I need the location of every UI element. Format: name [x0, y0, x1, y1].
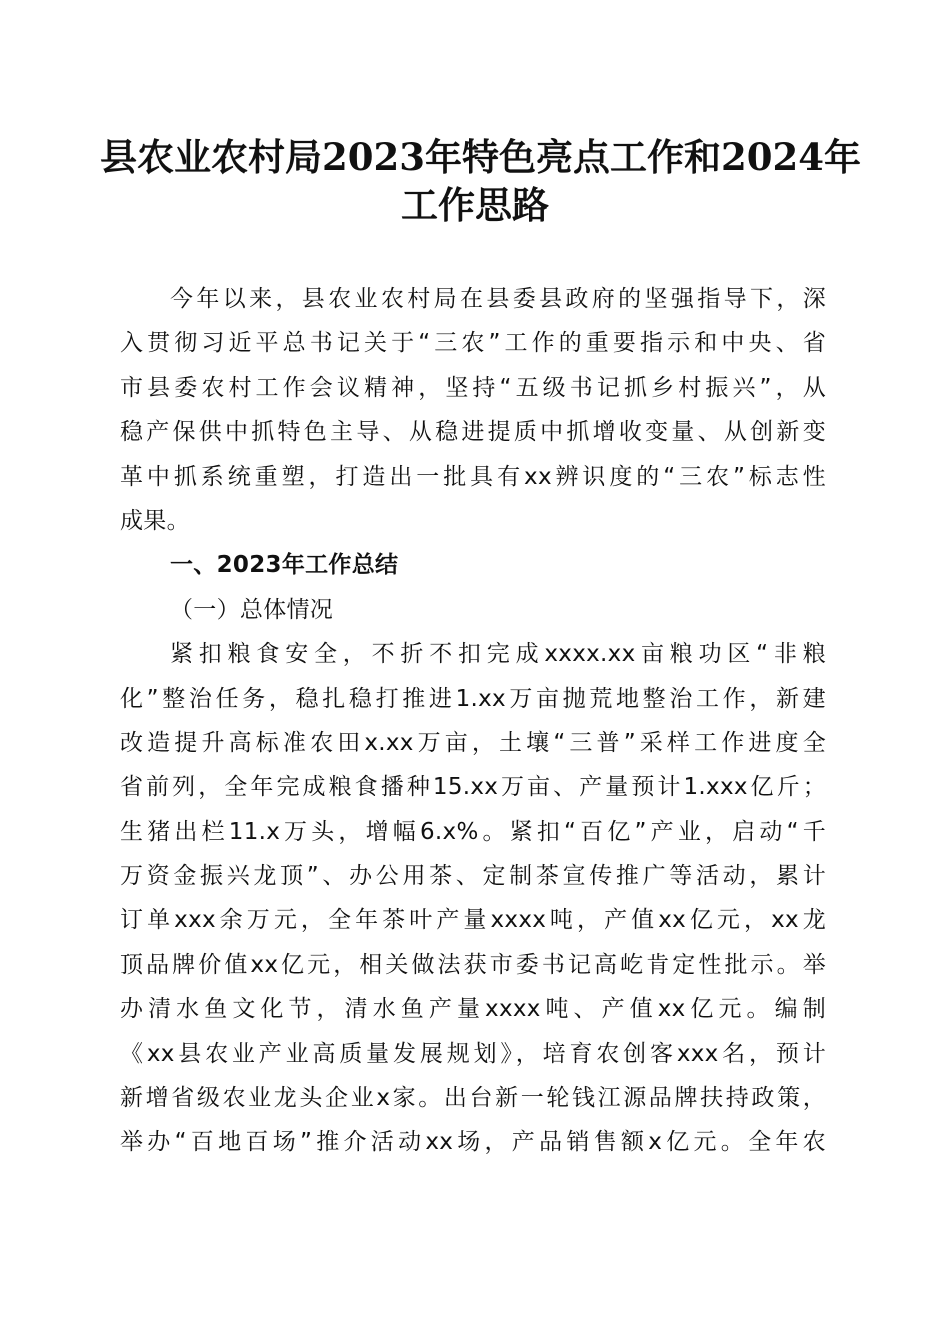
section-heading: 一、2023年工作总结	[170, 552, 399, 579]
body-line: 紧扣粮食安全，不折不扣完成xxxx.xx亩粮功区“非粮	[170, 641, 826, 668]
body-line: 举办“百地百场”推介活动xx场，产品销售额x亿元。全年农	[120, 1129, 826, 1156]
body-line: 《xx县农业产业高质量发展规划》，培育农创客xxx名，预计	[120, 1040, 826, 1067]
document-title-line-1: 县农业农村局2023年特色亮点工作和2024年	[100, 135, 861, 179]
body-line: 办清水鱼文化节，清水鱼产量xxxx吨、产值xx亿元。编制	[120, 996, 826, 1023]
body-line: 新增省级农业龙头企业x家。出台新一轮钱江源品牌扶持政策，	[120, 1085, 826, 1112]
intro-line: 革中抓系统重塑，打造出一批具有xx辨识度的“三农”标志性	[120, 463, 826, 490]
body-line: 改造提升高标准农田x.xx万亩，土壤“三普”采样工作进度全	[120, 729, 826, 756]
body-line: 顶品牌价值xx亿元，相关做法获市委书记高屹肯定性批示。举	[120, 951, 826, 978]
body-line: 化”整治任务，稳扎稳打推进1.xx万亩抛荒地整治工作，新建	[120, 685, 826, 712]
body-line: 生猪出栏11.x万头，增幅6.x%。紧扣“百亿”产业，启动“千	[120, 818, 826, 845]
subsection-heading: （一）总体情况	[170, 596, 334, 623]
document-title-line-2: 工作思路	[401, 183, 549, 227]
intro-line: 今年以来，县农业农村局在县委县政府的坚强指导下，深	[170, 286, 826, 312]
body-line: 省前列，全年完成粮食播种15.xx万亩、产量预计1.xxx亿斤；	[120, 774, 826, 801]
body-line: 订单xxx余万元，全年茶叶产量xxxx吨，产值xx亿元，xx龙	[120, 907, 826, 934]
intro-line: 稳产保供中抓特色主导、从稳进提质中抓增收变量、从创新变	[120, 419, 826, 446]
intro-line: 入贯彻习近平总书记关于“三农”工作的重要指示和中央、省	[120, 330, 826, 357]
intro-line: 市县委农村工作会议精神，坚持“五级书记抓乡村振兴”，从	[120, 374, 826, 401]
body-line: 万资金振兴龙顶”、办公用茶、定制茶宣传推广等活动，累计	[120, 863, 826, 890]
document-body	[120, 277, 826, 1165]
intro-line: 成果。	[120, 507, 190, 534]
